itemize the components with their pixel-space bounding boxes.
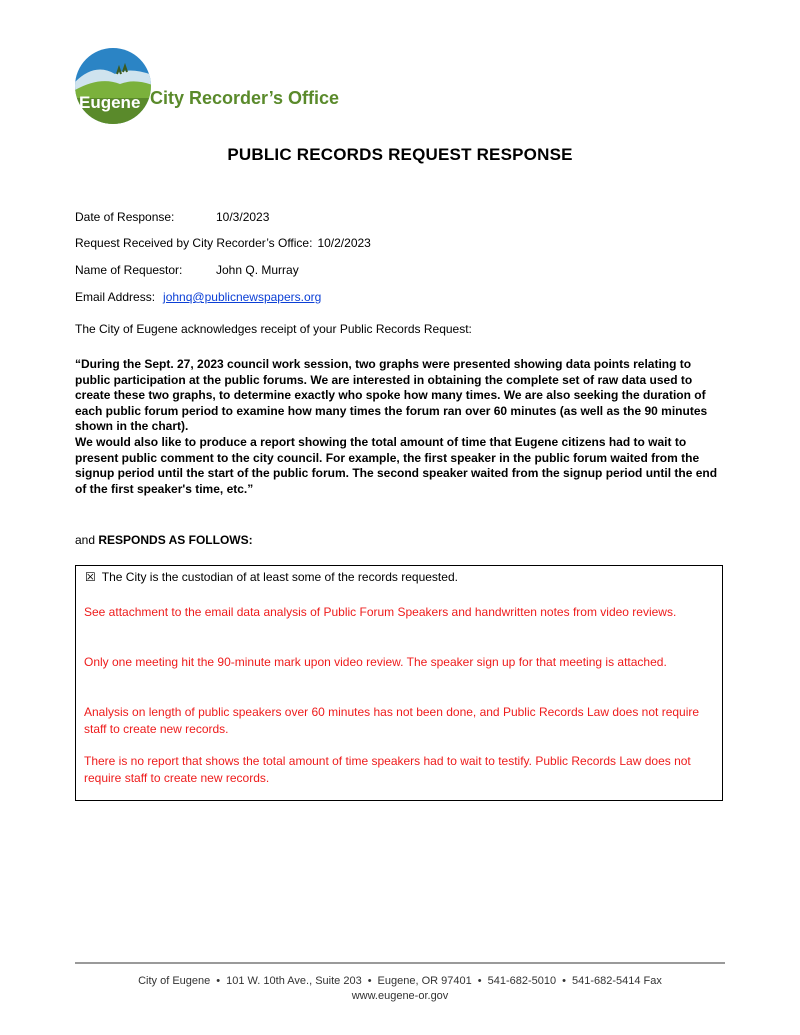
responds-heading — [75, 533, 253, 547]
custodian-row — [85, 570, 458, 584]
email-link[interactable]: johnq@publicnewspapers.org — [163, 290, 322, 304]
date-of-response-value: 10/3/2023 — [216, 210, 270, 224]
checked-box-icon: ☒ — [85, 570, 96, 584]
footer-address — [0, 975, 800, 987]
footer-phone: 541-682-5010 — [487, 975, 557, 987]
request-received-value: 10/2/2023 — [317, 236, 371, 250]
requestor-label: Name of Requestor: — [75, 263, 183, 277]
footer-separator: • — [216, 975, 221, 987]
page-title: PUBLIC RECORDS REQUEST RESPONSE — [227, 145, 573, 164]
requestor-row — [75, 263, 299, 277]
requestor-value: John Q. Murray — [216, 263, 299, 277]
email-label: Email Address: — [75, 290, 156, 304]
footer-city-state-zip: Eugene, OR 97401 — [377, 975, 472, 987]
city-recorder-logo — [75, 46, 355, 126]
custodian-text: The City is the custodian of at least some of the records requested. — [101, 570, 458, 584]
email-row — [75, 290, 321, 304]
response-box — [75, 565, 723, 801]
office-name: City Recorder’s Office — [150, 88, 340, 108]
footer-separator: • — [562, 975, 566, 987]
date-of-response-row — [75, 210, 269, 224]
request-received-row — [75, 236, 371, 250]
footer-fax: 541-682-5414 Fax — [571, 975, 662, 987]
footer-separator: • — [367, 975, 372, 987]
response-item: Analysis on length of public speakers over 60 minutes has not been done, and Public Records Law does not require staff to create new records. — [84, 705, 700, 736]
request-quote-paragraph: We would also like to produce a report showing the total amount of time that Eugene citizens had to wait to present public comment to the city council. For example, the first speaker in the public forum waited from the signup period until the start of the public forum. The second speaker waited from the signup period until the end of the first speaker's time, etc.” — [75, 434, 718, 496]
response-item: Only one meeting hit the 90-minute mark upon video review. The speaker sign up for that meeting is attached. — [84, 655, 667, 669]
footer-separator: • — [477, 975, 482, 987]
responds-label: RESPONDS AS FOLLOWS: — [98, 533, 253, 547]
footer-street: 101 W. 10th Ave., Suite 203 — [226, 975, 362, 987]
logo-word: Eugene — [79, 93, 141, 112]
eugene-logo-icon — [75, 46, 155, 126]
footer-city: City of Eugene — [138, 975, 211, 987]
intro-text: The City of Eugene acknowledges receipt of your Public Records Request: — [75, 322, 472, 336]
footer-divider — [75, 962, 725, 964]
request-quote — [75, 357, 727, 497]
footer-website: www.eugene-or.gov — [351, 990, 449, 1002]
request-received-label: Request Received by City Recorder’s Office: — [75, 236, 313, 250]
date-of-response-label: Date of Response: — [75, 210, 175, 224]
response-item: See attachment to the email data analysis of Public Forum Speakers and handwritten notes from video reviews. — [84, 605, 677, 619]
responds-prefix: and — [75, 533, 96, 547]
response-item: There is no report that shows the total amount of time speakers had to wait to testify. Public Records Law does not require staff to create new records. — [84, 754, 691, 785]
request-quote-paragraph: “During the Sept. 27, 2023 council work session, two graphs were presented showing data points relating to public participation at the public forums. We are interested in obtaining the complete set of raw data used to create these two graphs, to determine exactly who spoke how many times. We are also seeking the duration of each public forum period to examine how many times the forum ran over 60 minutes (as well as the 90 minutes shown in the chart). — [75, 357, 708, 434]
